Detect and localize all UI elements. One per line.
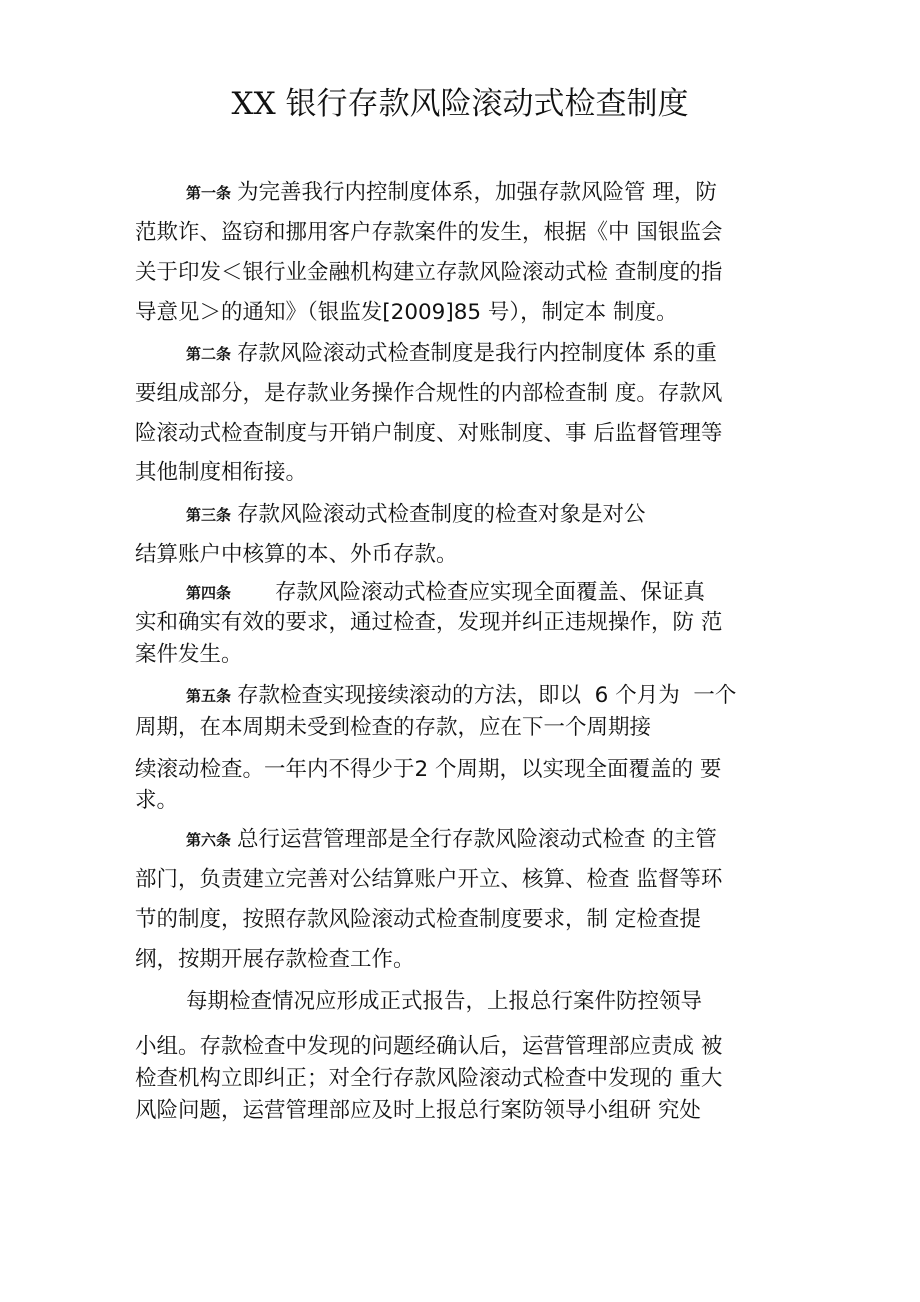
article-4-line-1 <box>186 577 705 609</box>
article-5-text-1: 存款检查实现接续滚动的方法，即以 6 个月为 一个 <box>237 683 737 708</box>
article-5-line-1 <box>186 680 736 712</box>
article-6-line-4: 纲，按期开展存款检查工作。 <box>135 947 415 972</box>
article-6-text-1: 总行运营管理部是全行存款风险滚动式检查 的主管 <box>237 827 717 852</box>
article-2-line-1 <box>186 338 717 370</box>
report-paragraph-line-1: 每期检查情况应形成正式报告，上报总行案件防控领导 <box>186 989 703 1014</box>
article-4-line-3: 案件发生。 <box>135 642 243 667</box>
article-2-line-2: 要组成部分，是存款业务操作合规性的内部检查制 度。存款风 <box>135 381 723 406</box>
article-5-line-4: 求。 <box>135 788 179 813</box>
article-1-label: 第一条 <box>186 184 232 202</box>
article-3-text-1: 存款风险滚动式检查制度的检查对象是对公 <box>237 502 646 527</box>
article-2-text-1: 存款风险滚动式检查制度是我行内控制度体 系的重 <box>237 341 717 366</box>
report-paragraph-line-4: 风险问题，运营管理部应及时上报总行案防领导小组研 究处 <box>135 1098 701 1123</box>
article-4-line-2: 实和确实有效的要求，通过检查，发现并纠正违规操作，防 范 <box>135 610 723 635</box>
article-5-label: 第五条 <box>186 687 232 705</box>
article-3-line-2: 结算账户中核算的本、外币存款。 <box>135 542 458 567</box>
article-5-line-3: 续滚动检查。一年内不得少于2 个周期，以实现全面覆盖的 要 <box>135 757 722 782</box>
document-title: XX 银行存款风险滚动式检查制度 <box>231 86 689 122</box>
article-2-line-3: 险滚动式检查制度与开销户制度、对账制度、事 后监督管理等 <box>135 421 723 446</box>
article-3-line-1 <box>186 499 646 531</box>
article-1-line-1 <box>186 177 717 209</box>
article-5-line-2: 周期，在本周期未受到检查的存款，应在下一个周期接 <box>135 715 652 740</box>
article-4-label: 第四条 <box>186 584 232 602</box>
article-2-line-4: 其他制度相衔接。 <box>135 460 308 485</box>
article-1-text-1: 为完善我行内控制度体系，加强存款风险管 理，防 <box>237 180 717 205</box>
article-2-label: 第二条 <box>186 345 232 363</box>
report-paragraph-line-2: 小组。存款检查中发现的问题经确认后，运营管理部应责成 被 <box>135 1034 723 1059</box>
article-4-text-1: 存款风险滚动式检查应实现全面覆盖、保证真 <box>275 580 706 605</box>
report-paragraph-line-3: 检查机构立即纠正；对全行存款风险滚动式检查中发现的 重大 <box>135 1066 723 1091</box>
article-6-line-2: 部门，负责建立完善对公结算账户开立、核算、检查 监督等环 <box>135 867 723 892</box>
article-1-line-4: 导意见＞的通知》（银监发[2009]85 号），制定本 制度。 <box>135 300 678 325</box>
article-6-line-3: 节的制度，按照存款风险滚动式检查制度要求，制 定检查提 <box>135 907 701 932</box>
article-1-line-2: 范欺诈、盗窃和挪用客户存款案件的发生，根据《中 国银监会 <box>135 220 723 245</box>
article-6-label: 第六条 <box>186 831 232 849</box>
article-3-label: 第三条 <box>186 506 232 524</box>
article-6-line-1 <box>186 824 717 856</box>
article-1-line-3: 关于印发＜银行业金融机构建立存款风险滚动式检 查制度的指 <box>135 260 723 285</box>
